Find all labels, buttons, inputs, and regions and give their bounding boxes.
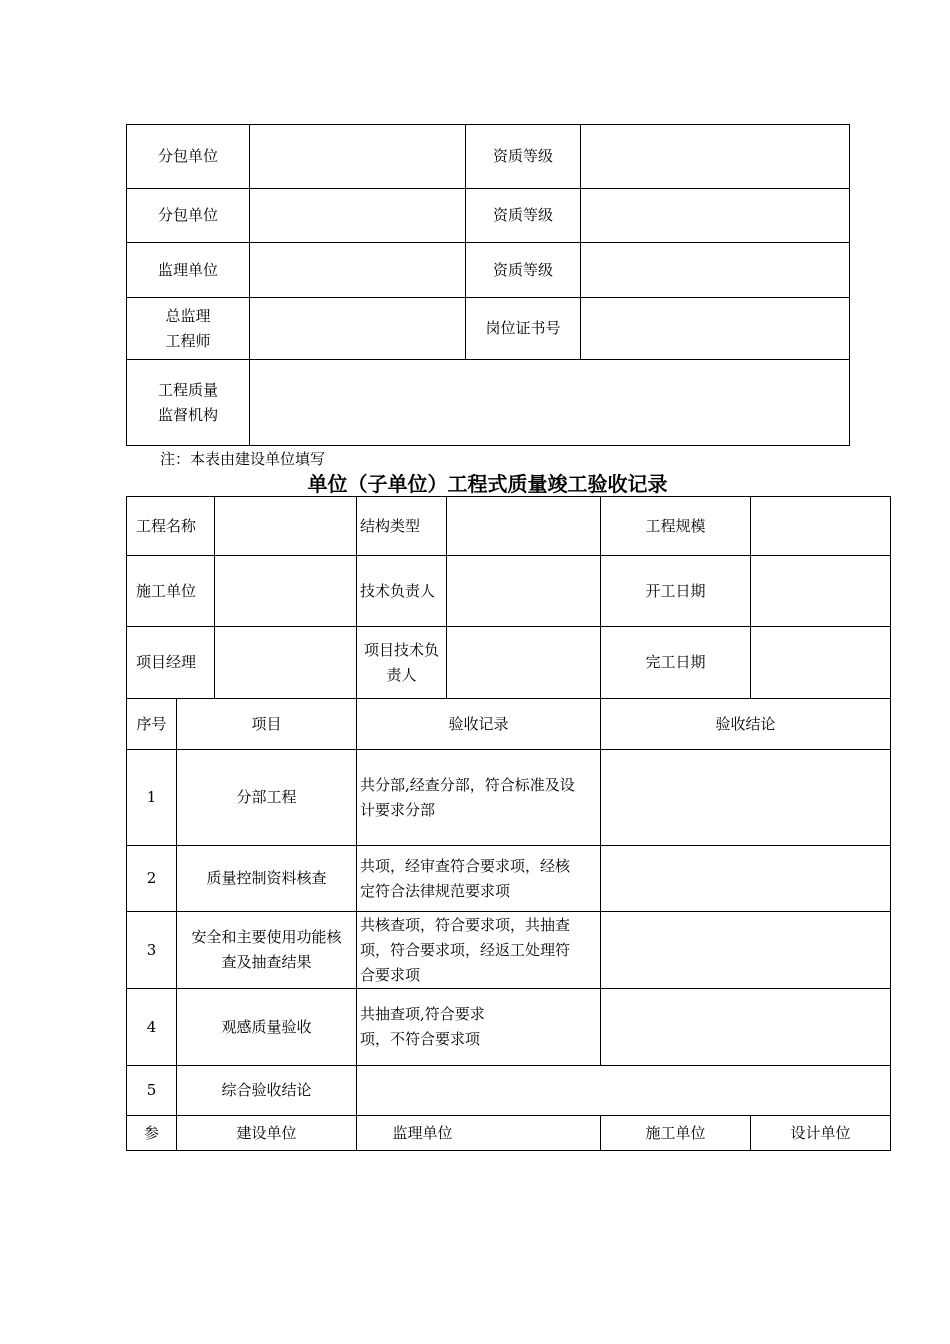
- item-conclusion: [601, 846, 891, 912]
- item-record-line: 项，不符合要求项: [360, 1030, 481, 1048]
- item-record-line: 共抽查项,符合要求: [360, 1005, 485, 1023]
- row4-value2: [581, 298, 850, 360]
- item-name-line: 安全和主要使用功能核: [191, 928, 342, 946]
- item-no: 1: [127, 750, 177, 846]
- item-no: 2: [127, 846, 177, 912]
- row5-value: [250, 360, 850, 446]
- row2-value: [250, 189, 466, 243]
- info-value-finish-date: [751, 627, 891, 699]
- bottom-unit-construction: [601, 1116, 751, 1151]
- item-record: [357, 912, 601, 989]
- row2-value2: [581, 189, 850, 243]
- row3-value: [250, 243, 466, 298]
- info-label-finish-date: 完工日期: [601, 627, 751, 699]
- info-label-project-manager: 项目经理: [127, 627, 215, 699]
- item-record-line: 项，符合要求项，经返工处理符: [360, 940, 571, 959]
- item-name: 观感质量验收: [177, 989, 357, 1066]
- item-no: 3: [127, 912, 177, 989]
- bottom-unit-supervision: [357, 1116, 601, 1151]
- bottom-unit-supervision-label: 监理单位: [392, 1123, 453, 1142]
- bottom-unit-construction-label: 施工单位: [645, 1123, 706, 1142]
- row2-label: 分包单位: [127, 189, 250, 243]
- row4-label: [127, 298, 250, 360]
- item-record: [357, 846, 601, 912]
- item-name: [177, 912, 357, 989]
- item-conclusion: [601, 989, 891, 1066]
- info-value-construction-unit: [215, 556, 357, 627]
- info-value-project-scale: [751, 497, 891, 556]
- item-name: 分部工程: [177, 750, 357, 846]
- item-conclusion: [601, 750, 891, 846]
- acceptance-record-table: [126, 496, 891, 1151]
- row1-value: [250, 125, 466, 189]
- item-record-line: 定符合法律规范要求项: [360, 881, 511, 900]
- bottom-unit-owner: 建设单位: [177, 1116, 357, 1151]
- row4-label-line1: 总监理: [165, 306, 211, 325]
- info-label-structure-type: 结构类型: [357, 497, 447, 556]
- bottom-participant-label: 参: [127, 1116, 177, 1151]
- row2-label2: 资质等级: [466, 189, 581, 243]
- item-no: 5: [127, 1066, 177, 1116]
- row3-value2: [581, 243, 850, 298]
- info-value-project-name: [215, 497, 357, 556]
- header-item: 项目: [177, 699, 357, 750]
- item-name-line: 查及抽查结果: [221, 953, 312, 971]
- header-conclusion: 验收结论: [601, 699, 891, 750]
- row1-value2: [581, 125, 850, 189]
- item-record-line: 合要求项: [360, 965, 421, 984]
- item-name: 综合验收结论: [177, 1066, 357, 1116]
- item-record-line: 计要求分部: [360, 800, 436, 819]
- row4-label2: 岗位证书号: [466, 298, 581, 360]
- info-value-project-manager: [215, 627, 357, 699]
- row3-label: 监理单位: [127, 243, 250, 298]
- info-value-start-date: [751, 556, 891, 627]
- row3-label2: 资质等级: [466, 243, 581, 298]
- item-no: 4: [127, 989, 177, 1066]
- info-label-project-name: 工程名称: [127, 497, 215, 556]
- info-label-construction-unit: 施工单位: [127, 556, 215, 627]
- row5-label: [127, 360, 250, 446]
- row1-label2: 资质等级: [466, 125, 581, 189]
- row5-label-line1: 工程质量: [157, 380, 218, 399]
- table-note: 注：本表由建设单位填写: [160, 450, 326, 468]
- info-value-structure-type: [447, 497, 601, 556]
- row1-label: 分包单位: [127, 125, 250, 189]
- item-conclusion: [357, 1066, 891, 1116]
- item-record-line: 共核查项，符合要求项，共抽查: [360, 915, 571, 934]
- row4-label-line2: 工程师: [165, 331, 211, 350]
- info-label-project-tech-lead: [357, 627, 447, 699]
- item-name: 质量控制资料核查: [177, 846, 357, 912]
- item-record-line: 共分部,经查分部，符合标准及设: [360, 775, 575, 794]
- page-title: 单位（子单位）工程式质量竣工验收记录: [307, 472, 668, 496]
- item-record-line: 共项，经审查符合要求项，经核: [360, 856, 571, 875]
- info-label-technical-lead: 技术负责人: [357, 556, 447, 627]
- item-conclusion: [601, 912, 891, 989]
- info-label-project-tech-lead-line1: 项目技术负: [364, 640, 440, 659]
- info-label-project-scale: 工程规模: [601, 497, 751, 556]
- bottom-unit-design: 设计单位: [751, 1116, 891, 1151]
- info-value-technical-lead: [447, 556, 601, 627]
- info-label-project-tech-lead-line2: 责人: [386, 665, 417, 684]
- info-label-start-date: 开工日期: [601, 556, 751, 627]
- info-value-project-tech-lead: [447, 627, 601, 699]
- header-no: 序号: [127, 699, 177, 750]
- row5-label-line2: 监督机构: [157, 405, 218, 424]
- item-record: [357, 750, 601, 846]
- subcontract-info-table: [126, 124, 850, 446]
- row4-value: [250, 298, 466, 360]
- item-record: [357, 989, 601, 1066]
- header-record: 验收记录: [357, 699, 601, 750]
